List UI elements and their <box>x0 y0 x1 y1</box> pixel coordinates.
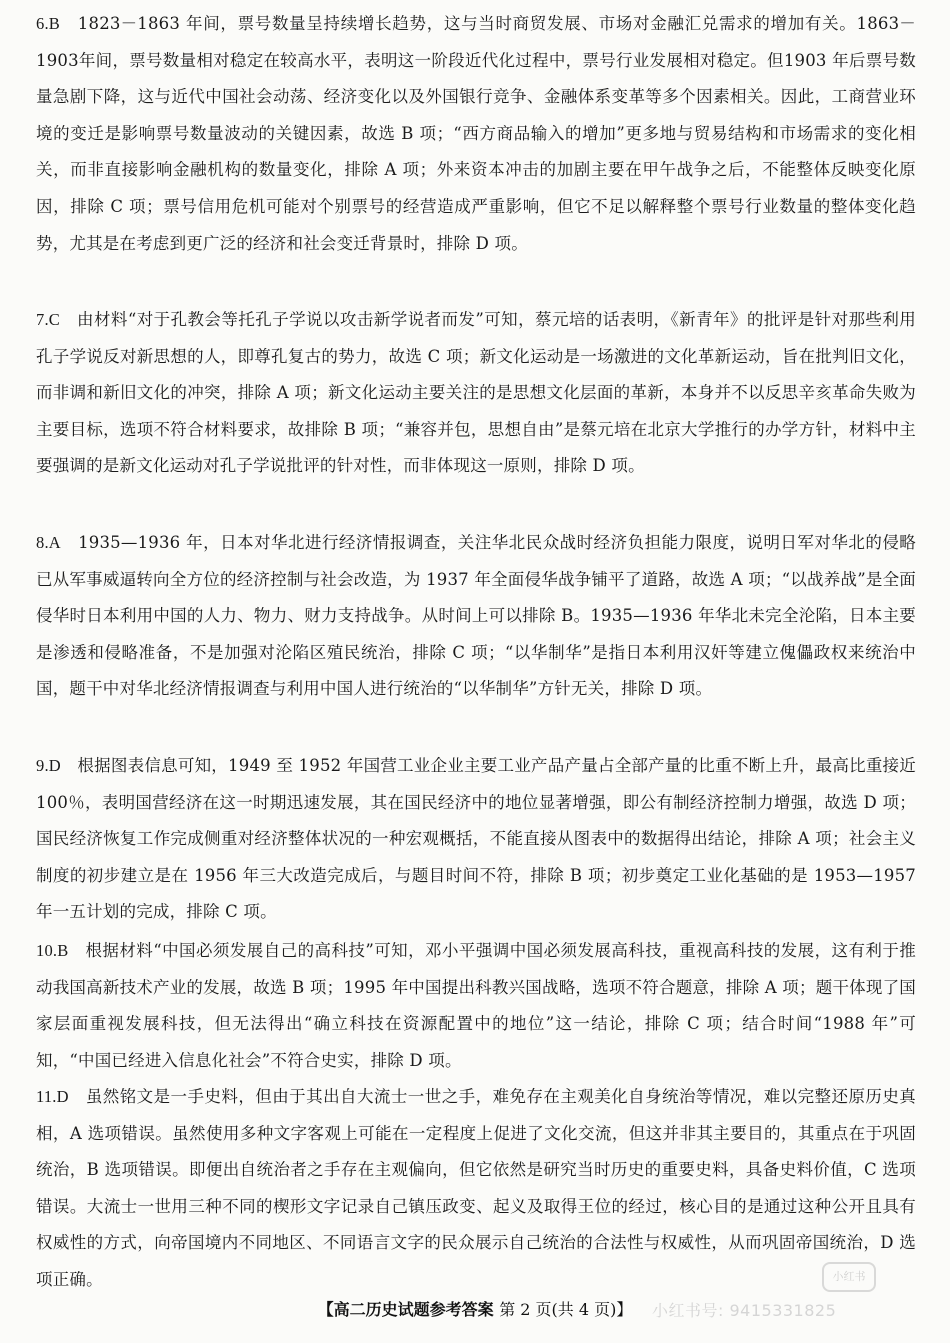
answer-6-label: 6.B <box>36 14 60 33</box>
answer-11 <box>36 1079 916 1299</box>
answer-8 <box>36 525 916 708</box>
answer-7-text <box>36 302 916 485</box>
answer-10-label: 10.B <box>36 941 69 960</box>
answer-9-label: 9.D <box>36 756 61 775</box>
answer-6 <box>36 6 916 262</box>
answer-7-label: 7.C <box>36 310 60 329</box>
answer-6-text <box>36 6 916 262</box>
footer-title: 【高二历史试题参考答案 <box>317 1300 494 1319</box>
answer-10-body: 根据材料“中国必须发展自己的高科技”可知，邓小平强调中国必须发展高科技，重视高科技的发展，这有利于推动我国高新技术产业的发展，故选 B 项；1995 年中国提出科教兴国战略，选项不符合题意，排除 A 项；题干体现了国家层面重视发展科技，但无法得出“确立科技在资源配置中的地位”这一结论，排除 C 项；结合时间“1988 年”可知，“中国已经进入信息化社会”不符合史实，排除 D 项。 <box>36 941 916 1070</box>
answer-11-text <box>36 1079 916 1299</box>
watermark-logo: 小红书 <box>822 1262 876 1292</box>
answer-11-body: 虽然铭文是一手史料，但由于其出自大流士一世之手，难免存在主观美化自身统治等情况，难以完整还原历史真相，A 选项错误。虽然使用多种文字客观上可能在一定程度上促进了文化交流，但这并非其主要目的，其重点在于巩固统治，B 选项错误。即便出自统治者之手存在主观偏向，但它依然是研究当时历史的重要史料，具备史料价值，C 选项错误。大流士一世用三种不同的楔形文字记录自己镇压政变、起义及取得王位的经过，核心目的是通过这种公开且具有权威性的方式，向帝国境内不同地区、不同语言文字的民众展示自己统治的合法性与权威性，从而巩固帝国统治，D 选项正确。 <box>36 1087 916 1289</box>
answer-7 <box>36 302 916 485</box>
answer-9 <box>36 748 916 931</box>
answer-7-body: 由材料“对于孔教会等托孔子学说以攻击新学说者而发”可知，蔡元培的话表明，《新青年》的批评是针对那些利用孔子学说反对新思想的人，即尊孔复古的势力，故选 C 项；新文化运动是一场激进的文化革新运动，旨在批判旧文化，而非调和新旧文化的冲突，排除 A 项；新文化运动主要关注的是思想文化层面的革新，本身并不以反思辛亥革命失败为主要目标，选项不符合材料要求，故排除 B 项；“兼容并包，思想自由”是蔡元培在北京大学推行的办学方针，材料中主要强调的是新文化运动对孔子学说批评的针对性，而非体现这一原则，排除 D 项。 <box>36 310 916 476</box>
answer-9-text <box>36 748 916 931</box>
answer-8-text <box>36 525 916 708</box>
answer-10-text <box>36 933 916 1079</box>
answer-11-label: 11.D <box>36 1087 69 1106</box>
footer-page-number: 第 2 页(共 4 页)】 <box>499 1300 633 1319</box>
answer-8-body: 1935—1936 年，日本对华北进行经济情报调查，关注华北民众战时经济负担能力限度，说明日军对华北的侵略已从军事威逼转向全方位的经济控制与社会改造，为 1937 年全面侵华战争铺平了道路，故选 A 项；“以战养战”是全面侵华时日本利用中国的人力、物力、财力支持战争。从时间上可以排除 B。1935—1936 年华北未完全沦陷，日本主要是渗透和侵略准备，不是加强对沦陷区殖民统治，排除 C 项；“以华制华”是指日本利用汉奸等建立傀儡政权来统治中国，题干中对华北经济情报调查与利用中国人进行统治的“以华制华”方针无关，排除 D 项。 <box>36 533 917 699</box>
answer-6-body: 1823－1863 年间，票号数量呈持续增长趋势，这与当时商贸发展、市场对金融汇兑需求的增加有关。1863－1903年间，票号数量相对稳定在较高水平，表明这一阶段近代化过程中，票号行业发展相对稳定。但1903 年后票号数量急剧下降，这与近代中国社会动荡、经济变化以及外国银行竞争、金融体系变革等多个因素相关。因此，工商营业环境的变迁是影响票号数量波动的关键因素，故选 B 项；“西方商品输入的增加”更多地与贸易结构和市场需求的变化相关，而非直接影响金融机构的数量变化，排除 A 项；外来资本冲击的加剧主要在甲午战争之后，不能整体反映变化原因，排除 C 项；票号信用危机可能对个别票号的经营造成严重影响，但它不足以解释整个票号行业数量的整体变化趋势，尤其是在考虑到更广泛的经济和社会变迁背景时，排除 D 项。 <box>36 14 916 253</box>
answer-10 <box>36 933 916 1079</box>
watermark-text: 小红书号: 9415331825 <box>652 1301 837 1320</box>
answer-8-label: 8.A <box>36 533 61 552</box>
answer-9-body: 根据图表信息可知，1949 至 1952 年国营工业企业主要工业产品产量占全部产量的比重不断上升，最高比重接近 100％，表明国营经济在这一时期迅速发展，其在国民经济中的地位显著增强，即公有制经济控制力增强，故选 D 项；国民经济恢复工作完成侧重对经济整体状况的一种宏观概括，不能直接从图表中的数据得出结论，排除 A 项；社会主义制度的初步建立是在 1956 年三大改造完成后，与题目时间不符，排除 B 项；初步奠定工业化基础的是 1953—1957 年一五计划的完成，排除 C 项。 <box>36 756 916 922</box>
